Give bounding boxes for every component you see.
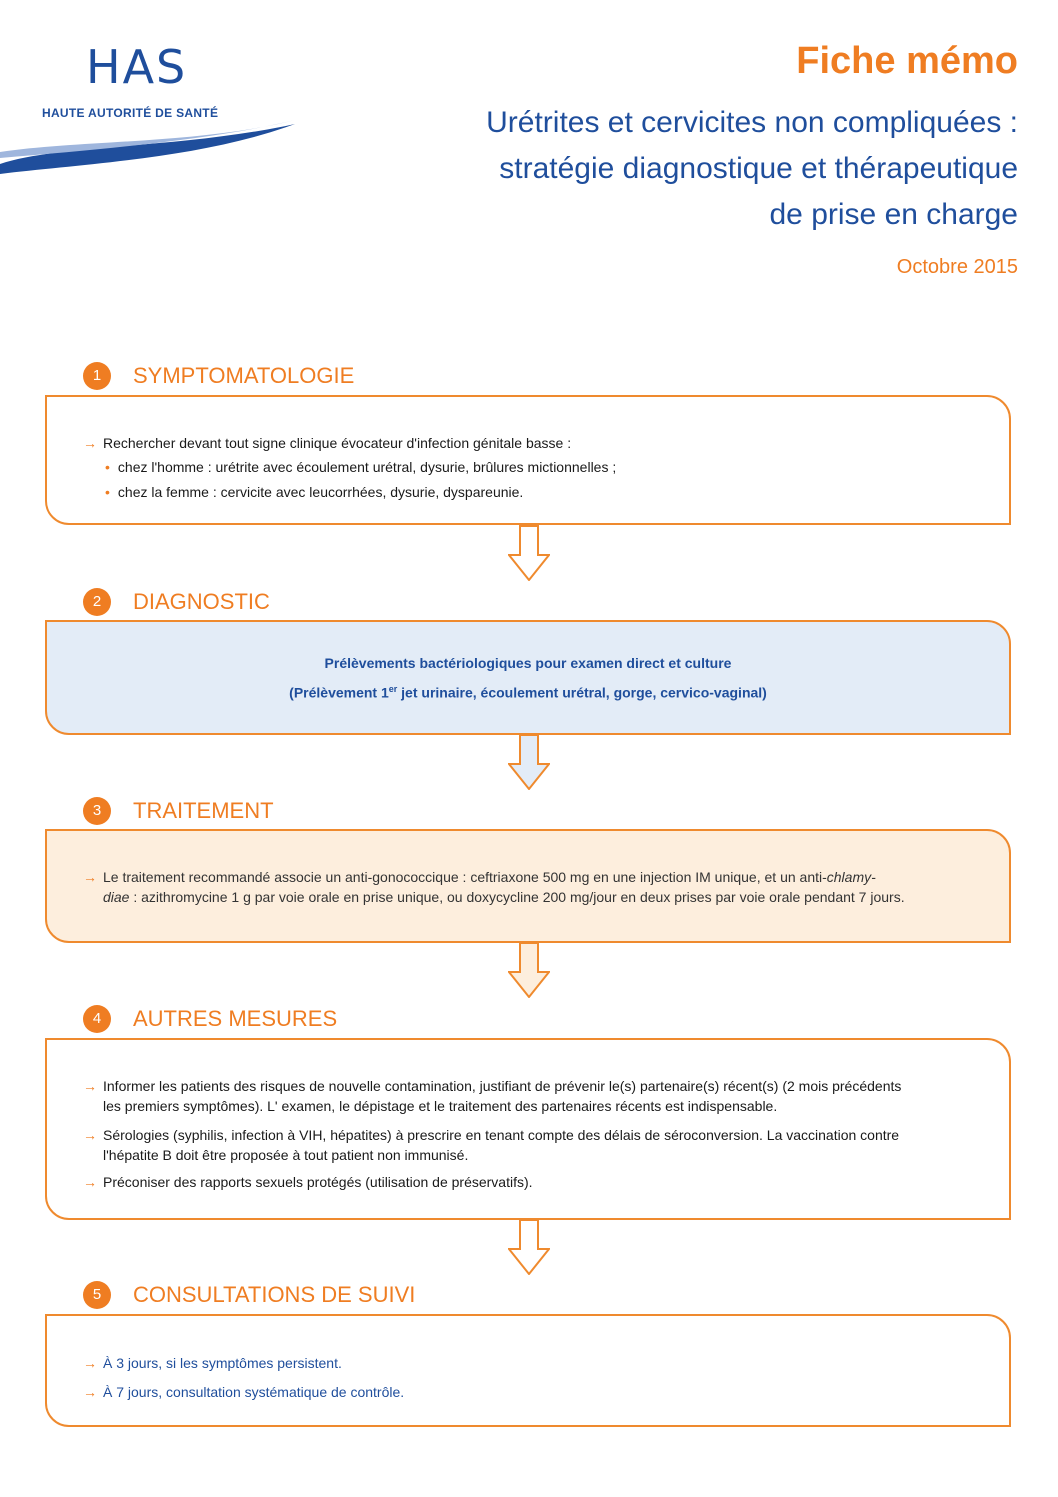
diagnostic-text-b: jet urinaire, écoulement urétral, gorge, cervico-vaginal) <box>397 684 767 701</box>
measure-2-line-2: l'hépatite B doit être proposée à tout patient non immunisé. <box>103 1147 469 1163</box>
section-2-box <box>45 620 1011 735</box>
text-line <box>83 867 876 887</box>
arrow-right-icon: → <box>83 1127 97 1143</box>
diagnostic-sup: er <box>388 684 398 694</box>
arrow-right-icon: → <box>83 1174 97 1190</box>
text-line <box>83 1353 342 1373</box>
flow-arrow-down-icon <box>508 734 550 790</box>
section-title: DIAGNOSTIC <box>133 589 270 614</box>
section-number: 1 <box>83 362 111 390</box>
page-title <box>378 100 1018 238</box>
title-line-3: de prise en charge <box>769 198 1018 231</box>
symptom-man: chez l'homme : urétrite avec écoulement urétral, dysurie, brûlures mictionnelles ; <box>117 459 617 475</box>
text-line <box>83 1382 404 1402</box>
bullet-item <box>105 482 523 502</box>
text-line <box>83 433 571 453</box>
arrow-right-icon: → <box>83 1078 97 1094</box>
bullet-icon: • <box>105 484 110 500</box>
text-line <box>83 1125 899 1145</box>
treatment-italic-a: chlamy- <box>826 869 876 885</box>
measure-1-line-1: Informer les patients des risques de nouvelle contamination, justifiant de prévenir le(s) partenaire(s) récent(s) (2 mois précédents <box>103 1078 902 1094</box>
section-4-box <box>45 1038 1011 1220</box>
followup-1: À 3 jours, si les symptômes persistent. <box>103 1355 342 1371</box>
diagnostic-line-2 <box>47 684 1009 701</box>
bullet-item <box>105 457 616 477</box>
measure-1-line-2: les premiers symptômes). L' examen, le dépistage et le traitement des partenaires récents est indispensable. <box>103 1098 778 1114</box>
flow-arrow-down-icon <box>508 942 550 998</box>
section-number: 2 <box>83 588 111 616</box>
measure-2-line-1: Sérologies (syphilis, infection à VIH, hépatites) à prescrire en tenant compte des délais de séroconversion. La vaccination contre <box>103 1127 900 1143</box>
section-3-box <box>45 829 1011 943</box>
measure-3-line-1: Préconiser des rapports sexuels protégés (utilisation de préservatifs). <box>103 1174 533 1190</box>
section-number: 3 <box>83 797 111 825</box>
logo-swoosh-icon <box>0 114 300 174</box>
followup-2: À 7 jours, consultation systématique de contrôle. <box>103 1384 405 1400</box>
logo-subtitle: HAUTE AUTORITÉ DE SANTÉ <box>42 106 219 120</box>
has-logo <box>0 40 300 180</box>
title-line-2: stratégie diagnostique et thérapeutique <box>499 152 1018 185</box>
treatment-text-b: : azithromycine 1 g par voie orale en prise unique, ou doxycycline 200 mg/jour en deux prises par voie orale pendant 7 jours. <box>129 889 905 905</box>
section-title: SYMPTOMATOLOGIE <box>133 363 355 388</box>
arrow-right-icon: → <box>83 1355 97 1371</box>
publication-date: Octobre 2015 <box>896 256 1018 278</box>
arrow-right-icon: → <box>83 435 97 451</box>
treatment-italic-b: diae <box>103 889 130 905</box>
section-5-box <box>45 1314 1011 1427</box>
diagnostic-text-a: (Prélèvement 1 <box>289 684 389 701</box>
title-line-1: Urétrites et cervicites non compliquées : <box>486 106 1018 139</box>
symptom-woman: chez la femme : cervicite avec leucorrhées, dysurie, dyspareunie. <box>117 484 524 500</box>
logo-letters: HAS <box>86 40 188 94</box>
treatment-text-a: Le traitement recommandé associe un anti-gonococcique : ceftriaxone 500 mg en une injection IM unique, et un anti- <box>103 869 827 885</box>
text-line <box>83 1172 533 1192</box>
text-line <box>83 1076 901 1096</box>
arrow-right-icon: → <box>83 869 97 885</box>
section-title: AUTRES MESURES <box>133 1006 338 1031</box>
section-title: CONSULTATIONS DE SUIVI <box>133 1282 416 1307</box>
flow-arrow-down-icon <box>508 1219 550 1275</box>
doc-type-title: Fiche mémo <box>796 40 1018 82</box>
section-1-box <box>45 395 1011 525</box>
flow-arrow-down-icon <box>508 525 550 581</box>
section-title: TRAITEMENT <box>133 798 274 823</box>
section-number: 5 <box>83 1281 111 1309</box>
arrow-right-icon: → <box>83 1384 97 1400</box>
section-number: 4 <box>83 1005 111 1033</box>
diagnostic-line-1: Prélèvements bactériologiques pour examen direct et culture <box>324 655 732 671</box>
symptom-intro: Rechercher devant tout signe clinique évocateur d'infection génitale basse : <box>103 435 572 451</box>
bullet-icon: • <box>105 459 110 475</box>
text-line <box>103 887 905 907</box>
